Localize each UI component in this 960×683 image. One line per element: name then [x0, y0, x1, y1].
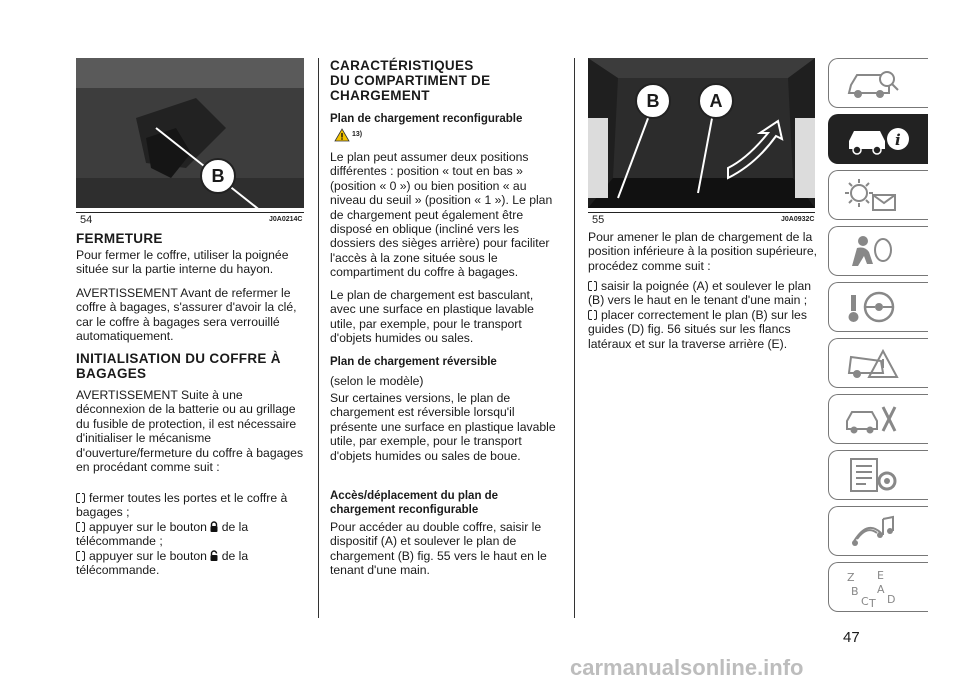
warning-reference: 13)	[352, 131, 363, 138]
cargo-area-photo	[588, 58, 815, 208]
tab-steering-key[interactable]	[828, 282, 928, 332]
trunk-handle-photo	[76, 58, 304, 208]
list-item	[588, 308, 818, 351]
tab-letter: B	[851, 585, 859, 598]
paragraph: Le plan peut assumer deux positions différentes : position « tout en bas » (position « 0 ») ou bien position « au niveau du seuil » (position « 1 »). Le plan de chargement peut également être disposé en oblique (incliné vers les dossiers des sièges arrière) pour faciliter l'accès à la zone située sous le compartiment du coffre à bagages.	[330, 150, 553, 280]
tab-airbag[interactable]	[828, 226, 928, 276]
tab-car-crash[interactable]	[828, 338, 928, 388]
heading-initialisation	[76, 351, 281, 381]
bullet-icon	[76, 493, 85, 503]
subheading: Plan de chargement reconfigurable	[330, 113, 523, 125]
figure-number: 54	[80, 214, 93, 226]
tab-letter: Z	[847, 571, 855, 584]
callout-b-circle: B	[200, 158, 236, 194]
tab-letter: C	[861, 595, 869, 608]
paragraph: Pour fermer le coffre, utiliser la poignée située sur la partie interne du hayon.	[76, 248, 289, 277]
airbag-person-icon	[843, 233, 903, 271]
heading-line: DU COMPARTIMENT DE	[330, 73, 491, 88]
bullet-icon	[588, 310, 597, 320]
specs-list-icon	[843, 457, 903, 495]
unlock-icon	[210, 550, 218, 561]
index-letters-icon	[843, 569, 903, 609]
paragraph: Pour accéder au double coffre, saisir le dispositif (A) et soulever le plan de chargement (B) fig. 55 vers le haut en le tenant d'une main.	[330, 520, 547, 578]
tab-car-info[interactable]	[828, 114, 928, 164]
paragraph: AVERTISSEMENT Suite à une déconnexion de la batterie ou au grillage du fusible de protection, il est nécessaire d'initialiser le mécanisme d'ouverture/fermeture du coffre à bagages en procédant comme suit :	[76, 388, 304, 475]
car-info-icon	[843, 121, 913, 159]
list-item-text: de la télécommande.	[76, 549, 249, 578]
column-divider	[318, 58, 319, 618]
heading-line: CHARGEMENT	[330, 88, 430, 103]
bullet-icon	[76, 522, 85, 532]
paragraph: (selon le modèle)	[330, 374, 424, 388]
list-item	[588, 279, 818, 308]
multimedia-icon	[843, 513, 903, 551]
lock-icon	[210, 521, 218, 532]
steering-key-icon	[843, 289, 903, 327]
heading-caracteristiques	[330, 58, 490, 103]
paragraph: Sur certaines versions, le plan de chargement est réversible lorsqu'il présente une surface en plastique lavable utile, par exemple, pour le transport d'objets humides ou sales de boue.	[330, 391, 556, 463]
warning-icon	[334, 128, 350, 147]
car-tools-icon	[843, 401, 903, 439]
figure-code: J0A0214C	[269, 216, 303, 223]
svg-text:i: i	[895, 131, 901, 149]
callout-a-circle: A	[698, 83, 734, 119]
subheading: Plan de chargement réversible	[330, 356, 497, 368]
warning-lights-icon	[843, 177, 903, 215]
figure-55	[588, 58, 815, 208]
tab-letter: D	[887, 593, 896, 606]
column-divider	[574, 58, 575, 618]
callout-b-circle: B	[635, 83, 671, 119]
bullet-icon	[76, 551, 85, 561]
heading-fermeture: FERMETURE	[76, 231, 163, 246]
paragraph: Le plan de chargement est basculant, avec une surface en plastique lavable utile, par exemple, pour le transport d'objets humides ou sales.	[330, 288, 534, 346]
car-crash-icon	[843, 345, 903, 383]
list-item-text: fermer toutes les portes et le coffre à bagages ;	[76, 491, 288, 520]
list-item	[76, 520, 308, 549]
car-search-icon	[843, 65, 903, 103]
tab-letter: E	[877, 569, 884, 582]
figure-code: J0A0932C	[781, 216, 815, 223]
figure-number: 55	[592, 214, 605, 226]
list-item-text: placer correctement le plan (B) sur les guides (D) fig. 56 situés sur les flancs latéraux et sur la traverse arrière (E).	[588, 308, 807, 351]
list-item-text: appuyer sur le bouton	[89, 549, 207, 563]
subheading: Accès/déplacement du plan de chargement reconfigurable	[330, 490, 499, 516]
list-item	[76, 549, 308, 578]
tab-warning-lights[interactable]	[828, 170, 928, 220]
list-item-text: de la télécommande ;	[76, 520, 249, 549]
bullet-icon	[588, 281, 597, 291]
list-item-text: saisir la poignée (A) et soulever le plan (B) vers le haut en le tenant d'une main ;	[588, 279, 812, 308]
list-item-text: appuyer sur le bouton	[89, 520, 207, 534]
heading-line: BAGAGES	[76, 366, 147, 381]
heading-line: INITIALISATION DU COFFRE À	[76, 351, 281, 366]
tab-specs[interactable]	[828, 450, 928, 500]
tab-letter: A	[877, 583, 885, 596]
watermark: carmanualsonline.info	[570, 655, 804, 680]
tab-index[interactable]	[828, 562, 928, 612]
page-number: 47	[843, 629, 860, 646]
tab-car-search[interactable]	[828, 58, 928, 108]
paragraph: Pour amener le plan de chargement de la position inférieure à la position supérieure, procédez comme suit :	[588, 230, 817, 273]
tab-letter: T	[869, 597, 876, 609]
paragraph: AVERTISSEMENT Avant de refermer le coffre à bagages, s'assurer d'avoir la clé, car le coffre à bagages sera verrouillé automatiquement.	[76, 286, 297, 344]
tab-car-tools[interactable]	[828, 394, 928, 444]
heading-line: CARACTÉRISTIQUES	[330, 58, 474, 73]
figure-54	[76, 58, 304, 208]
tab-multimedia[interactable]	[828, 506, 928, 556]
list-item	[76, 491, 308, 520]
